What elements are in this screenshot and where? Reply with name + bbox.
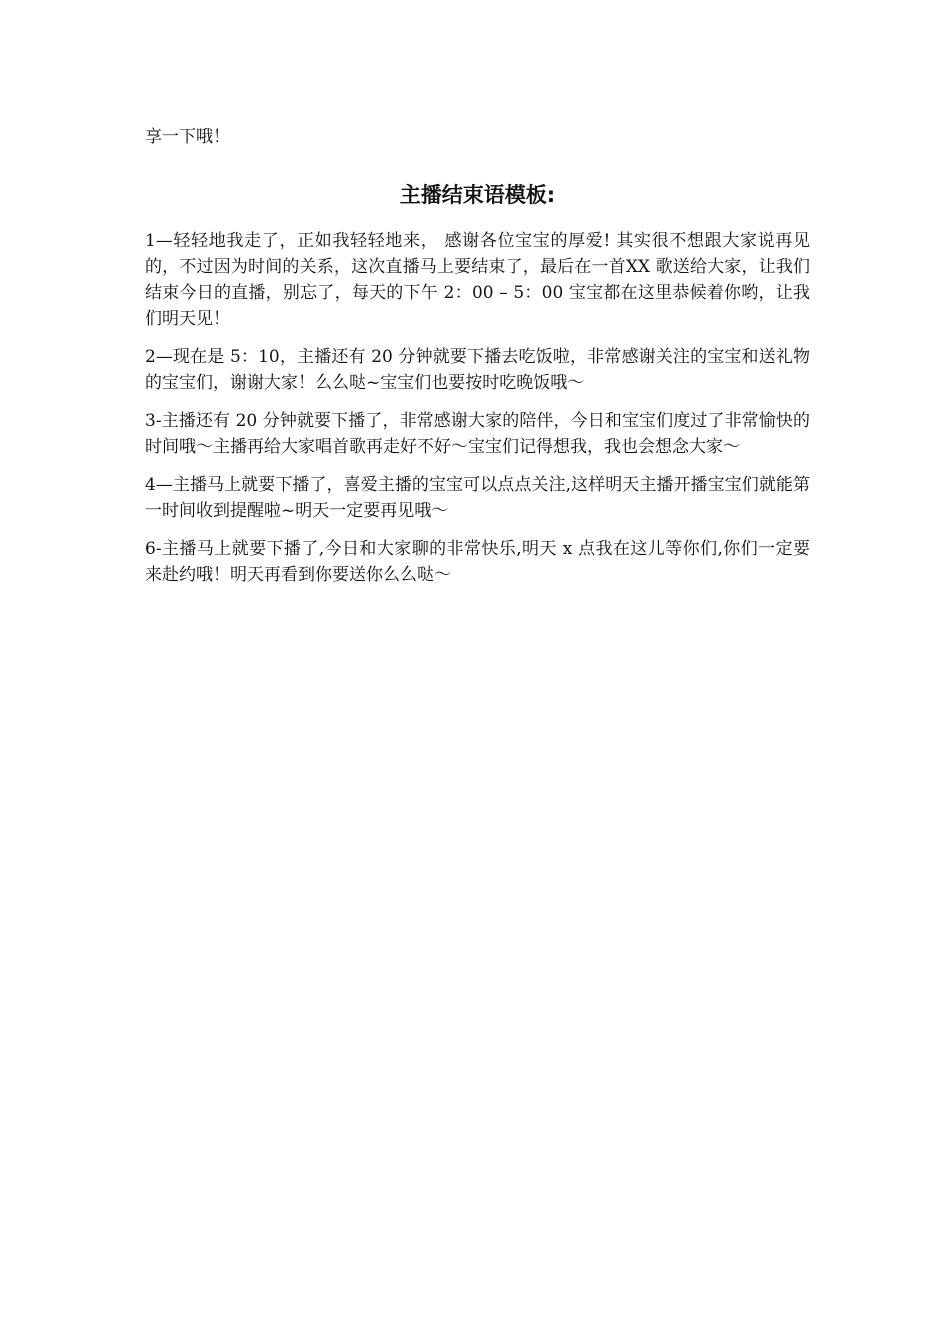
template-item-1: 1—轻轻地我走了，正如我轻轻地来， 感谢各位宝宝的厚爱! 其实很不想跟大家说再见的，不过因为时间的关系，这次直播马上要结束了，最后在一首XX 歌送给大家，让我们结束今日的直播，别忘了，每天的下午 2：00 – 5：00 宝宝都在这里恭候着你哟，让我们明天见！ — [145, 231, 810, 329]
template-item-3: 3-主播还有 20 分钟就要下播了，非常感谢大家的陪伴，今日和宝宝们度过了非常愉快的时间哦～主播再给大家唱首歌再走好不好～宝宝们记得想我，我也会想念大家～ — [145, 411, 810, 457]
template-item-6: 6-主播马上就要下播了,今日和大家聊的非常快乐,明天 x 点我在这儿等你们,你们一定要来赴约哦！明天再看到你要送你么么哒～ — [145, 539, 810, 585]
template-list — [145, 228, 810, 588]
template-item-4: 4—主播马上就要下播了，喜爱主播的宝宝可以点点关注,这样明天主播开播宝宝们就能第一时间收到提醒啦~明天一定要再见哦～ — [145, 475, 810, 521]
lead-text: 享一下哦！ — [145, 127, 230, 147]
document-body — [145, 124, 810, 600]
document-title: 主播结束语模板: — [399, 183, 556, 207]
template-item-2: 2—现在是 5：10，主播还有 20 分钟就要下播去吃饭啦，非常感谢关注的宝宝和送礼物的宝宝们，谢谢大家！么么哒~宝宝们也要按时吃晚饭哦～ — [145, 347, 810, 393]
